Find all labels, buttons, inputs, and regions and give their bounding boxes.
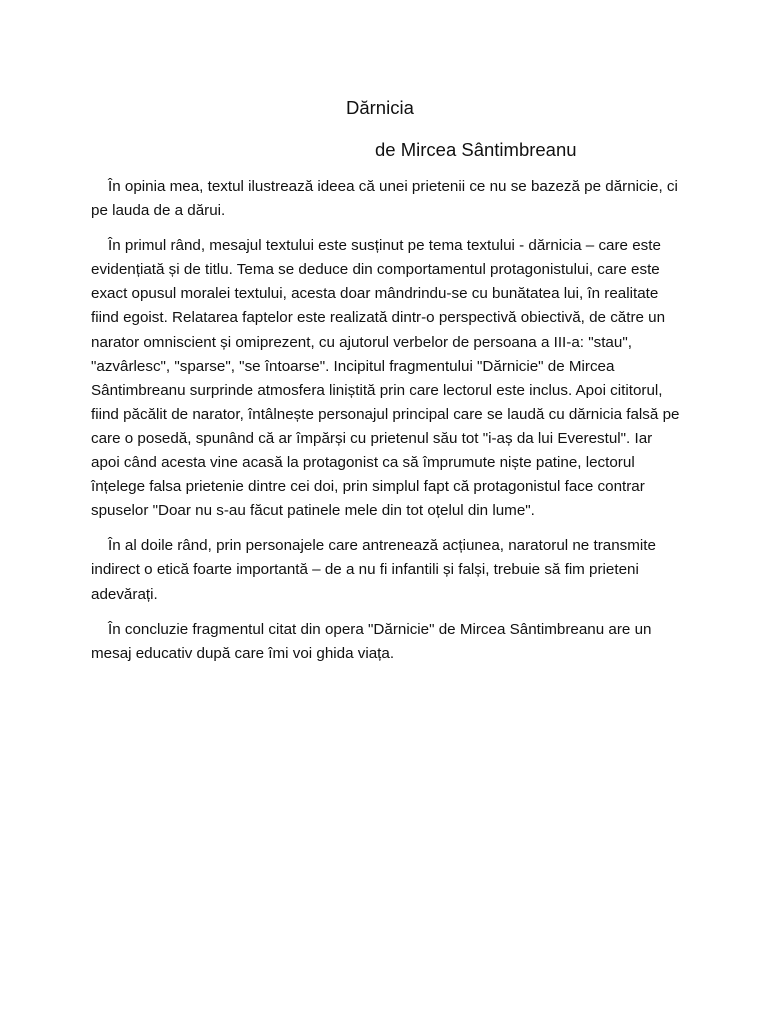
paragraph-first-argument: În primul rând, mesajul textului este susținut pe tema textului - dărnicia – care este evidențiată și de titlu. Tema se deduce din comportamentul protagonistului, care este exact opusul moralei textului, acesta doar mândrindu-se cu bunătatea lui, în realitate fiind egoist. Relatarea faptelor este realizată dintr-o perspectivă obiectivă, de către un narator omniscient și omiprezent, cu ajutorul verbelor de persoana a III-a: "stau", "azvârlesc", "sparse", "se întoarse". Incipitul fragmentului "Dărnicie" de Mircea Sântimbreanu surprinde atmosfera liniștită prin care lectorul este inclus. Apoi cititorul, fiind păcălit de narator, întâlnește personajul principal care se laudă cu dărnicia falsă pe care o posedă, spunând că ar împărși cu prietenul său tot "i-aș da lui Everestul". Iar apoi când acesta vine acasă la protagonist ca să împrumute niște patine, lectorul înțelege falsa prietenie dintre cei doi, prin simplul fapt că protagonistul face contrar spuselor "Doar nu s-au făcut patinele mele din tot oțelul din lume". bbox=[91, 237, 680, 520]
paragraph-intro: În opinia mea, textul ilustrează ideea că unei prietenii ce nu se bazeză pe dărnicie, ci pe lauda de a dărui. bbox=[91, 178, 678, 220]
document-author: de Mircea Sântimbreanu bbox=[375, 139, 577, 160]
paragraph-conclusion: În concluzie fragmentul citat din opera "Dărnicie" de Mircea Sântimbreanu are un mesaj educativ după care îmi voi ghida viața. bbox=[91, 620, 652, 662]
paragraph-second-argument: În al doile rând, prin personajele care antrenează acțiunea, naratorul ne transmite indirect o etică foarte importantă – de a nu fi infantili și falși, trebuie să fim prieteni adevărați. bbox=[91, 537, 656, 603]
document-body bbox=[91, 175, 683, 677]
document-title: Dărnicia bbox=[346, 97, 414, 118]
